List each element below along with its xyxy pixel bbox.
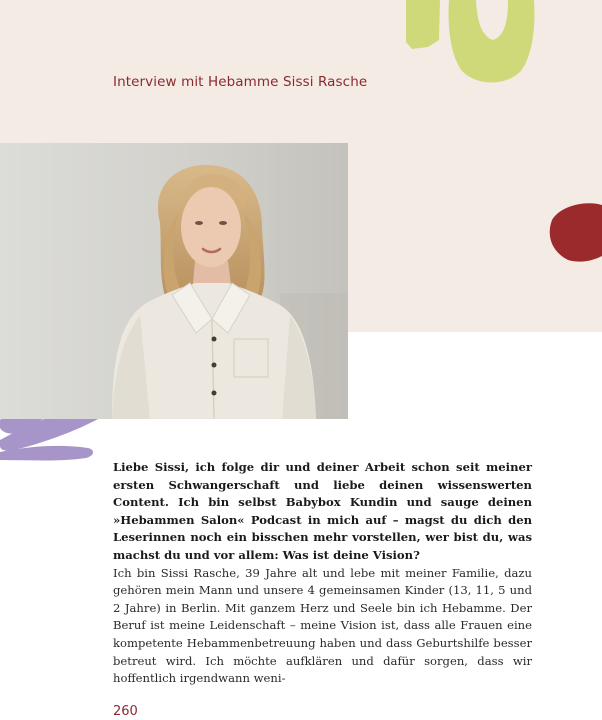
page-number: 260 <box>113 704 138 719</box>
lime-shape-left <box>406 0 440 49</box>
lime-shape-right <box>449 0 535 83</box>
article-kicker: Interview mit Hebamme Sissi Rasche <box>113 74 368 90</box>
red-blob <box>550 203 602 261</box>
interview-answer: Ich bin Sissi Rasche, 39 Jahre alt und lebe mit meiner Familie, dazu gehören mein Mann und unsere 4 gemeinsamen Kinder (13, 11, 5 und 2 Jahre) in Berlin. Mit ganzem Herz und Seele bin ich Hebamme. Der Beruf ist meine Leidenschaft – meine Vision ist, dass alle Frauen eine kompetente Hebammenbetreuung haben und dass Geburtshilfe besser betreut wird. Ich möchte aufklären und dafür sorgen, dass wir hoffentlich irgendwann weni- <box>113 565 532 686</box>
interview-question: Liebe Sissi, ich folge dir und deiner Arbeit schon seit meiner ersten Schwangerschaft und liebe deinen wissenswerten Content. Ich bin selbst Babybox Kundin und sauge deinen »Hebammen Salon« Podcast in mich auf – magst du dich den Leserinnen noch ein bisschen mehr vorstellen, wer bist du, was machst du und vor allem: Was ist deine Vision? <box>113 460 532 562</box>
interview-text <box>113 459 532 688</box>
portrait-photo <box>0 143 348 419</box>
